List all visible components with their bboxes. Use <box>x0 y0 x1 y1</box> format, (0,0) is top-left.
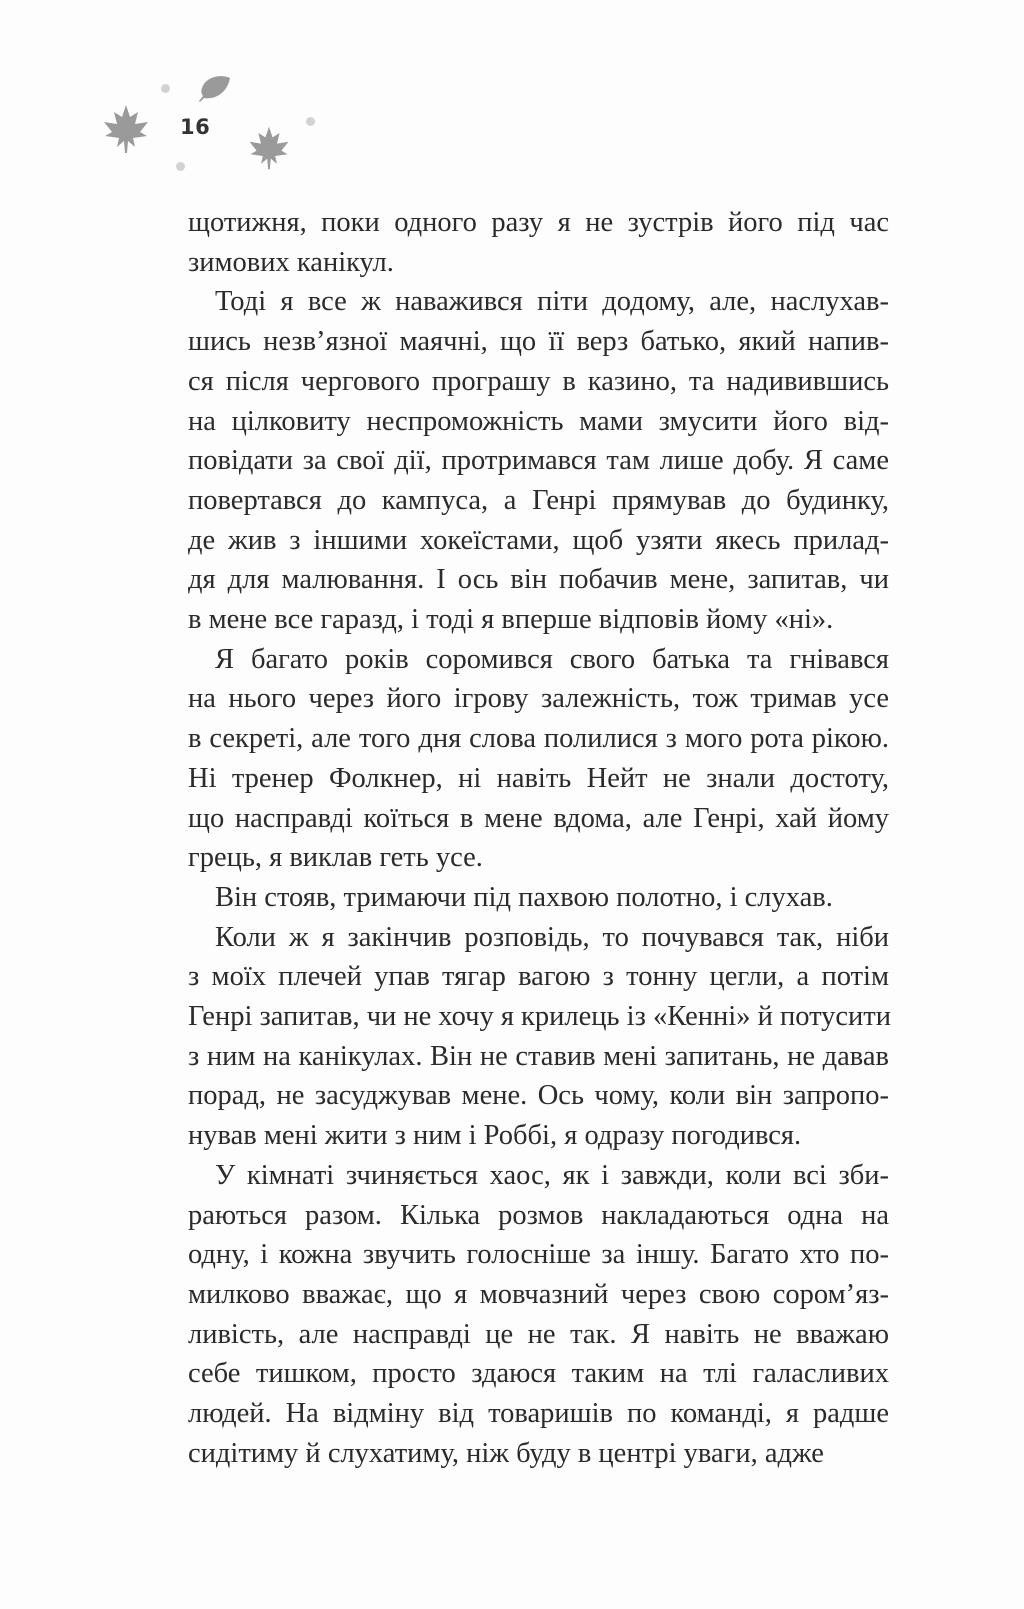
page-header <box>0 0 1024 200</box>
leaf-icon <box>198 72 234 104</box>
text-line: повертався до кампуса, а Генрі прямував до будинку, <box>188 484 889 516</box>
text-line: що насправді коїться в мене вдома, але Генрі, хай йому <box>188 802 889 834</box>
text-line: на нього через його ігрову залежність, тож тримав усе <box>188 683 889 715</box>
maple-leaf-icon <box>246 125 292 171</box>
text-line: сидітиму й слухатиму, ніж буду в центрі уваги, адже <box>188 1437 824 1469</box>
paragraph <box>188 1156 889 1474</box>
page-number: 16 <box>180 115 211 139</box>
text-line: порад, не засуджував мене. Ось чому, коли він запропо- <box>188 1080 889 1112</box>
paragraph <box>188 282 889 639</box>
text-line: шись незв’язної маячні, що її верз батько, який напив- <box>188 326 889 358</box>
text-line: Тоді я все ж наважився піти додому, але, наслухав- <box>215 286 889 318</box>
decor-dot <box>176 162 185 171</box>
text-line: грець, я виклав геть усе. <box>188 842 483 874</box>
text-line: Ні тренер Фолкнер, ні навіть Нейт не знали достоту, <box>188 762 889 794</box>
paragraph <box>188 203 889 282</box>
paragraph <box>188 918 892 1156</box>
text-line: Коли ж я закінчив розповідь, то почувався так, ніби <box>215 921 889 953</box>
body-text <box>188 203 892 1474</box>
text-line: на цілковиту неспроможність мами змусити його від- <box>188 405 889 437</box>
text-line: У кімнаті зчиняється хаос, як і завжди, коли всі зби- <box>215 1159 889 1191</box>
text-line: щотижня, поки одного разу я не зустрів його під час <box>188 207 889 238</box>
text-line: Генрі запитав, чи не хочу я крилець із «Кенні» й потусити <box>188 1001 892 1033</box>
text-line: ся після чергового програшу в казино, та надивившись <box>188 365 889 397</box>
text-line: себе тишком, просто здаюся таким на тлі галасливих <box>188 1358 889 1390</box>
paragraph <box>188 878 889 918</box>
text-line: повідати за свої дії, протримався там лише добу. Я саме <box>188 445 889 477</box>
text-line: з ним на канікулах. Він не ставив мені запитань, не давав <box>188 1040 889 1072</box>
text-line: Я багато років соромився свого батька та гнівався <box>215 643 889 675</box>
text-line: одну, і кожна звучить голосніше за іншу. Багато хто по- <box>188 1239 889 1271</box>
text-line: в секреті, але того дня слова полилися з мого рота рікою. <box>188 723 889 755</box>
text-line: в мене все гаразд, і тоді я вперше відповів йому «ні». <box>188 604 834 636</box>
maple-leaf-icon <box>100 103 152 155</box>
decor-dot <box>161 84 170 93</box>
text-line: людей. На відміну від товаришів по команді, я радше <box>188 1398 889 1430</box>
decor-dot <box>306 117 315 126</box>
text-line: раються разом. Кілька розмов накладаються одна на <box>188 1199 889 1231</box>
text-line: Він стояв, тримаючи під пахвою полотно, і слухав. <box>215 881 833 913</box>
text-line: дя для малювання. І ось він побачив мене, запитав, чи <box>188 564 889 596</box>
paragraph <box>188 640 889 878</box>
text-line: нував мені жити з ним і Роббі, я одразу погодився. <box>188 1120 802 1152</box>
text-line: ливість, але насправді це не так. Я навіть не вважаю <box>188 1318 889 1350</box>
text-line: милково вважає, що я мовчазний через свою сором’яз- <box>188 1278 889 1310</box>
text-line: зимових канікул. <box>188 246 394 278</box>
text-line: де жив з іншими хокеїстами, щоб узяти якесь прилад- <box>188 524 889 556</box>
text-line: з моїх плечей упав тягар вагою з тонну цегли, а потім <box>188 961 889 993</box>
